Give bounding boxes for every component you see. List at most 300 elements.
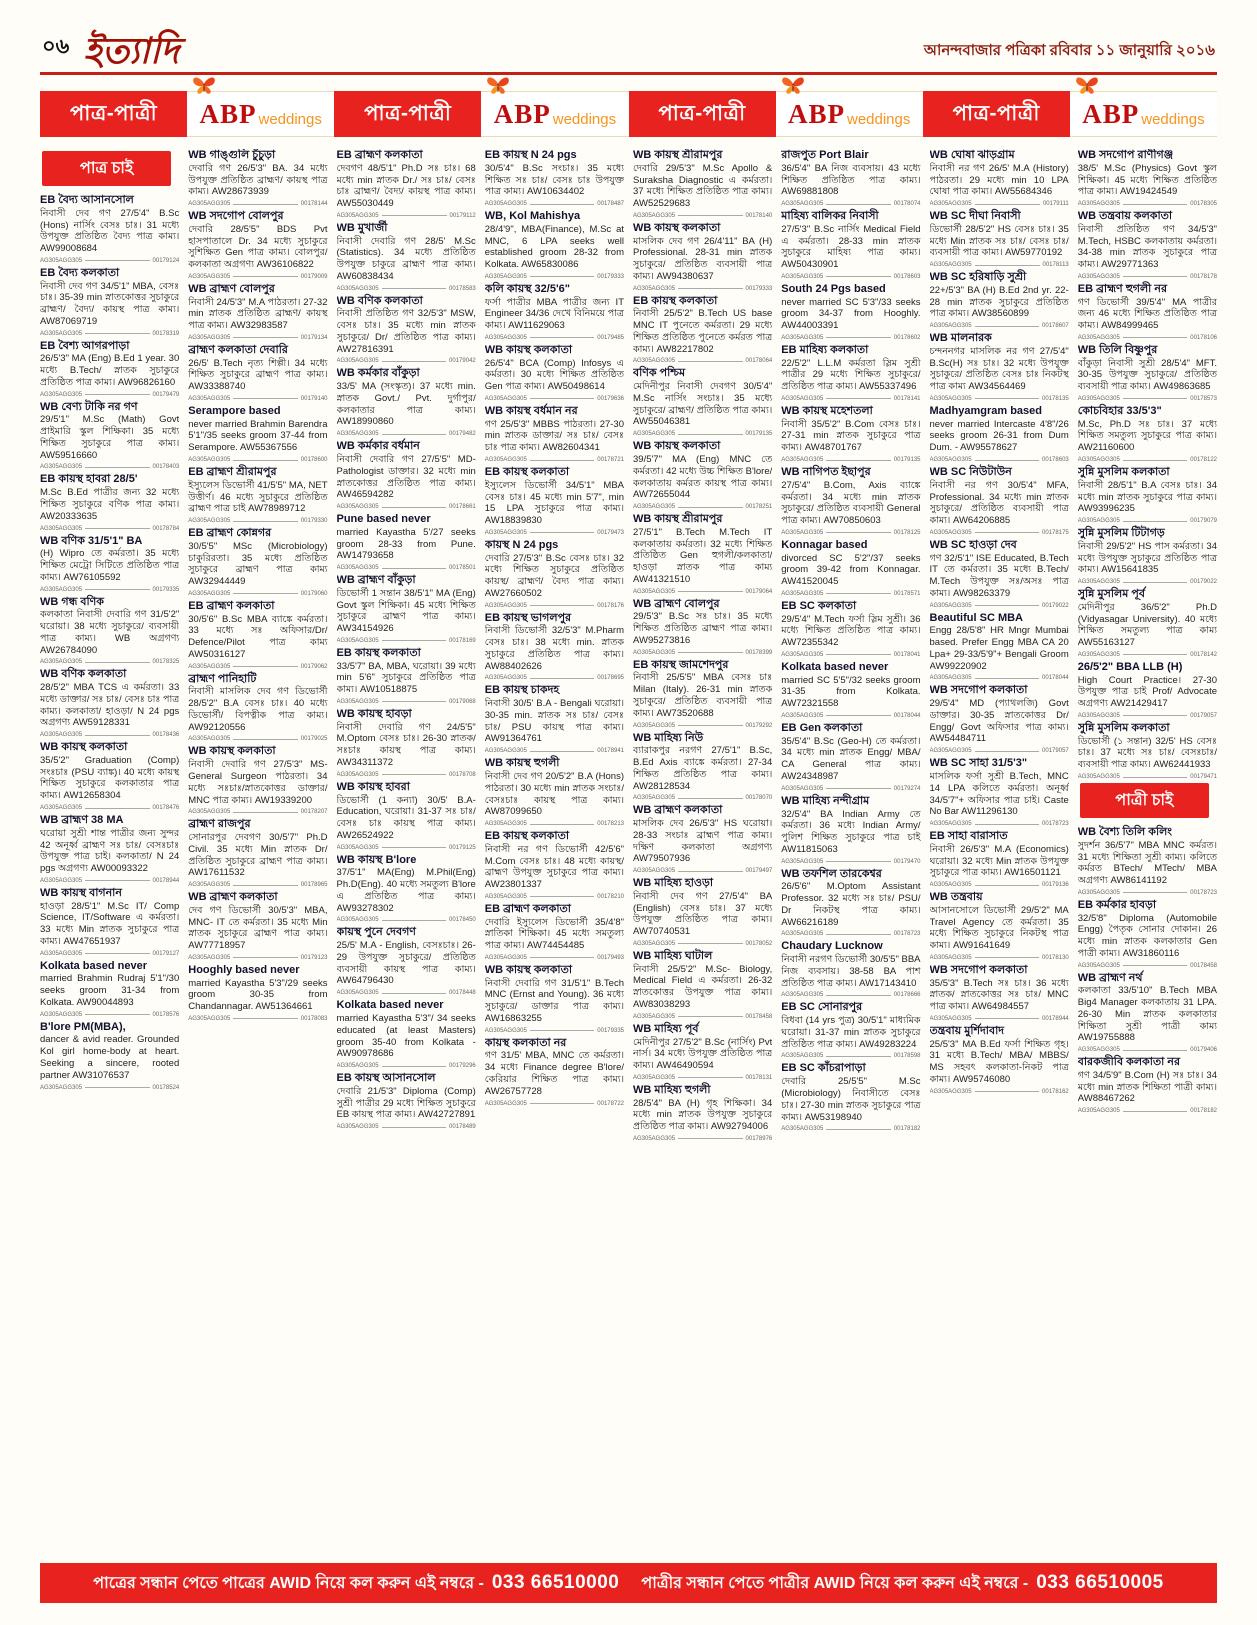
ad-body: 35/5'3" B.Tech সঃ চাঃ। 36 মধ্যে স্নাতক/ স্নাতকোত্তর সঃ চাঃ/ MNC পাত্র কাম্য। AW64984557 [929,977,1069,1013]
ad-registration-line [485,603,624,609]
ad-registration-line [781,201,920,207]
agency-code: AG305AGG305 [484,457,527,463]
ad-ref-number: 00178458 [745,1013,773,1020]
separator-rule [233,337,298,338]
ad-title: EB SC কাঁচরাপাড়া [781,1062,866,1075]
classified-ad [633,950,772,1020]
ad-registration-line [485,457,624,463]
classified-ad [188,466,327,524]
ad-ref-number: 00178576 [152,1011,180,1018]
brand-abp: ABP [493,98,551,129]
agency-code: AG305AGG305 [336,844,379,851]
ad-ref-number: 00179140 [300,395,328,402]
ad-ref-number: 00178721 [597,457,624,463]
ad-title: WB বণিক 31/5'1" BA [40,534,143,547]
ad-registration-line [485,396,624,402]
agency-code: AG305AGG305 [929,748,972,755]
classified-ad [930,271,1069,329]
separator-rule [678,943,743,944]
ad-ref-number: 00178083 [300,1015,328,1022]
ad-ref-number: 00179125 [449,844,476,851]
ad-registration-line [930,821,1069,827]
ad-ref-number: 00178305 [1190,201,1217,208]
ad-title: Beautiful SC MBA [929,611,1023,624]
separator-rule [85,953,150,954]
ad-body: 26/5'3" MA (Eng) B.Ed 1 year. 30 মধ্যে B.Tech/ স্নাতক সুচাকুরে প্রতিষ্ঠিত পাত্র কাম্য। AW96826160 [40,353,180,388]
agency-code: AG305AGG305 [1077,579,1120,586]
classified-ad [930,964,1069,1022]
separator-rule [975,532,1040,533]
separator-rule [530,896,595,897]
ad-title: WB তফশিল তারকেশ্বর [781,867,882,880]
page-header-left [42,30,180,72]
classified-ad [188,891,327,961]
ad-body: নিবাসী 24/5'3" M.A পাঠরতা। 27-32 min স্নাতক প্রতিষ্ঠিত ব্রাহ্মণ/ কায়স্থ পাত্র কাম্য। AW32983587 [188,296,328,332]
ad-ref-number: 00179060 [300,590,328,597]
ad-registration-line [485,274,624,280]
ad-registration-line [337,431,476,437]
agency-code: AG305AGG305 [188,882,231,889]
ad-registration-line [337,358,476,364]
classified-ad [485,210,624,280]
agency-code: AG305AGG305 [484,334,527,341]
ad-ref-number: 00178044 [893,712,921,719]
classified-ad [1078,661,1217,719]
agency-code: AG305AGG305 [929,529,972,536]
separator-rule [233,593,298,594]
ad-body: মাসলিক ফর্সা সুশ্রী B.Tech, MNC 14 LPA কলিতে কর্মরতা। অনূর্ধ্ব 34/5'7"+ অফিসার পাত্র চাই। Caste No Bar AW11296130 [929,771,1069,818]
footer-bride-text: পাত্রীর সন্ধান পেতে পাত্রীর AWID নিয়ে কল করুন এই নম্বরে - [641,1574,1029,1592]
classified-ad [485,830,624,900]
ad-body: ইস্যুলেস ডিভোর্সী 41/5'5" MA, NET উত্তীর্ণ। 46 মধ্যে সুচাকুরে প্রতিষ্ঠিত ব্রাহ্মণ পাত্র চাই AW78989712 [188,479,328,515]
ad-registration-line [930,882,1069,888]
agency-code: AG305AGG305 [40,659,83,666]
ad-title: Kolkata based never [781,660,889,673]
ad-registration-line [485,335,624,341]
separator-rule [975,204,1040,205]
ad-registration-line [1078,335,1217,341]
agency-code: AG305AGG305 [929,395,972,402]
agency-code: AG305AGG305 [188,590,231,597]
ad-ref-number: 00179064 [745,588,773,595]
ad-body: নিবাসী নর গণ ডিভোর্সী 42/5'6" M.Com বেসঃ চাঃ। 48 মধ্যে কায়স্থ/ ব্রাহ্মণ উপযুক্ত সুচাকুরে পাত্র কাম্য। AW23801337 [484,843,624,891]
agency-code: AG305AGG305 [484,602,527,609]
bride-wanted-badge: পাত্রী চাই [1080,783,1209,818]
classified-ad [188,210,327,280]
ad-body: High Court Practice। 27-30 উপযুক্ত পাত্র চাই Prof/ Advocate অগ্রগণ্য AW21429417 [1077,674,1217,710]
separator-rule [233,739,298,740]
ad-body: 35/5'2" Graduation (Comp) সংঃচাঃ (PSU ব্যাঙ্ক)। 40 মধ্যে কায়স্থ শিক্ষিত সুচাকুরে কলকাতার পাত্র কাম্য। AW12658304 [40,754,180,802]
ad-title: EB কায়স্থ জামশেদপুর [633,658,729,671]
ad-title: EB ব্রাহ্মণ কলকাতা [484,902,571,915]
separator-rule [826,654,891,655]
ad-registration-line [781,530,920,536]
ad-body: 27/5'1" B.Tech M.Tech IT কলকাতায় কর্মরতা। 32 মধ্যে শিক্ষিত প্রতিষ্ঠিত Gen হুগলী/কলকাতা/হাওড়া স্নাতক পাত্র কাম্য AW41321510 [633,526,773,585]
classified-ad [485,283,624,341]
ad-body: 29/5'4" MD (প্যাথলজি) Govt ডাক্তার। 30-35 স্নাতকোত্তর Dr/ Engg/ Govt অফিসার পাত্র কাম্য। AW54484711 [929,698,1069,745]
classified-ad [337,222,476,292]
classified-ad [633,513,772,595]
agency-code: AG305AGG305 [633,1013,676,1020]
ad-registration-line [633,213,772,219]
ad-body: নিবাসী 35/5'2" B.Com বেসঃ চাঃ। 27-31 min স্নাতক সুচাকুরে পাত্র কাম্য। AW48701767 [781,418,921,454]
classified-ad [485,405,624,463]
ad-ref-number: 00178130 [1042,954,1069,961]
ad-title: EB SC কলকাতা [781,599,857,612]
ad-ref-number: 00178125 [893,529,921,536]
ad-ref-number: 00178723 [893,931,921,938]
ad-body: 36/5'4" BA নিজ ব্যবসায়। 43 মধ্যে শিক্ষিত প্রতিষ্ঠিত পাত্র কাম্য। AW69881808 [781,162,921,198]
patra-patri-banner: পাত্র-পাত্রী [334,91,481,137]
ad-ref-number: 00179296 [449,1063,476,1070]
agency-code: AG305AGG305 [633,649,676,656]
classified-ad [1078,899,1217,969]
ad-title: WB সদগোপ কলকাতা [929,684,1028,697]
separator-rule [85,528,150,529]
ad-body: Engg 28/5'8" HR Mngr Mumbai based. Prefer Engg MBA CA 20 Lpa+ 29-33/5'9"+ Bengali Groom AW99220902 [929,625,1069,672]
classified-ad [781,722,920,792]
ad-ref-number: 00178598 [893,1053,921,1060]
ad-title: EB কায়স্থ কলকাতা [484,466,570,478]
ad-ref-number: 00178044 [1042,675,1069,682]
separator-rule [1123,965,1188,966]
ad-registration-line [1078,518,1217,524]
ad-title: ব্রাহ্মণ রাজপুর [188,818,251,831]
ad-body: divorced SC 5'2"/37 seeks groom 39-42 from Konnagar. AW41520045 [781,552,921,588]
separator-rule [678,591,743,592]
ad-body: গণ 34/5'9" B.Com (H) সঃ চাঃ। 34 মধ্যে min স্নাতক শিক্ষিতা পাত্রী কাম্য। AW88467262 [1077,1069,1217,1105]
ad-ref-number: 00178175 [1042,529,1069,536]
separator-rule [382,701,447,702]
ad-body: 28/5'2" MBA TCS এ কর্মরতা। 33 মধ্যে ডাক্তার/ সঃ চাঃ/ বেসঃ চাঃ পাত্র কাম্য। কলকাতা/ হাওড়া/ N 24 pgs অগ্রগণ্য AW59128331 [40,682,180,729]
ad-body: নিবাসী দেবারি গণ 31/5'1" B.Tech MNC (Ernst and Young). 36 মধ্যে সুচাকুরে/ ডাক্তার পাত্র কাম্য। AW16863255 [484,977,624,1024]
ad-title: WB মাহিষ্য পূর্ব [633,1022,699,1035]
ad-body: নিবাসী নর গণ 26/5' M.A (History) পাঠরতা। 29 মধ্যে min 10 LPA ঘোষা পাত্র কাম্য। AW55684346 [929,162,1069,198]
separator-rule [85,735,150,736]
ad-body: নিবাসী 30/5' B.A - Bengali ঘরোয়া। 30-35 min. স্নাতক সঃ চাঃ/ বেসঃ চাঃ/ PSU কায়স্থ পাত্র কাম্য। AW91364761 [484,698,624,745]
classified-ad [188,673,327,743]
ad-ref-number: 00179406 [1190,1047,1217,1054]
separator-rule [530,532,595,533]
ad-body: নিবাসী ডিভোর্সী 32/5'3" M.Pharm বেসঃ চাঃ। 38 মধ্যে min. স্নাতক সুচাকুরে প্রতিষ্ঠিত পাত্র কাম্য। AW88402626 [484,625,624,672]
separator-rule [826,861,891,862]
separator-rule [975,957,1040,958]
ad-registration-line [188,664,327,670]
agency-code: AG305AGG305 [188,518,231,525]
agency-code: AG305AGG305 [633,1135,676,1142]
ad-registration-line [40,878,179,884]
column-2 [188,149,327,1517]
ad-title: WB কায়স্থ হাবরা [336,780,410,793]
ad-title: EB সাহা বারাসাত [929,830,1008,843]
separator-rule [233,1018,298,1019]
ad-registration-line [485,1101,624,1107]
classified-ad [930,210,1069,268]
separator-rule [1123,337,1188,338]
ad-title: Kolkata based never [40,959,147,972]
classified-ad [337,367,476,437]
separator-rule [382,774,447,775]
agency-code: AG305AGG305 [484,395,527,402]
ad-ref-number: 00179111 [1042,201,1069,208]
classified-ad [40,1021,179,1091]
ad-title: Kolkata based never [336,999,444,1012]
separator-rule [678,871,743,872]
separator-rule [826,398,891,399]
classified-ad [337,854,476,924]
ad-registration-line [1078,1047,1217,1053]
ad-registration-line [40,526,179,532]
ad-body: dancer & avid reader. Grounded Kol girl home-body at heart. Seeking a sincere, rooted partner AW31076537 [40,1034,180,1081]
ad-title: EB বৈশ্য আগরপাড়া [40,339,130,352]
classified-ad [337,999,476,1069]
ad-registration-line [188,955,327,961]
classified-ad [781,405,920,463]
agency-code: AG305AGG305 [188,663,231,670]
ad-ref-number: 00178489 [449,1124,476,1131]
separator-rule [530,398,595,399]
ad-ref-number: 00178144 [300,201,328,208]
ad-registration-line [337,504,476,510]
separator-rule [678,1016,743,1017]
agency-code: AG305AGG305 [40,464,83,471]
agency-code: AG305AGG305 [336,285,379,292]
agency-code: AG305AGG305 [929,675,972,682]
classified-ad [633,222,772,292]
ad-ref-number: 00178399 [745,649,773,656]
ad-body: কলকাতা 33/5'10" B.Tech MBA Big4 Manager কলকাতায় 31 LPA. 26-30 Min স্নাতক কলকাতার শিক্ষিতা সুশ্রী পাত্রী কাম্য AW19755888 [1077,985,1217,1044]
ad-title: WB মাহিষ্য নন্দীগ্রাম [781,794,870,807]
ad-body: ডিভোর্সী (১ সন্তান) 32/5' HS বেসঃ চাঃ। 37 মধ্যে সঃ চাঃ/ বেসঃচাঃ/ ব্যবসায়ী পাত্র কাম্য। AW62441933 [1077,735,1217,771]
ad-ref-number: 00178450 [449,917,476,924]
separator-rule [1123,777,1188,778]
classified-ad [485,903,624,961]
agency-code: AG305AGG305 [484,1100,527,1107]
ad-ref-number: 00178325 [152,659,180,666]
ad-title: WB SC দীঘা নিবাসী [929,210,1021,223]
separator-rule [1123,582,1188,583]
ad-registration-line [485,821,624,827]
ad-title: WB কর্মকার বর্ধমান [336,440,420,453]
ad-title: WB বৈশ্য তিলি কলিং [1077,826,1173,838]
ad-ref-number: 00178142 [1190,651,1217,658]
ad-title: EB কায়স্থ কলকাতা [336,646,421,659]
classified-ad [40,668,179,738]
classified-ad [633,732,772,802]
ad-ref-number: 00178113 [1042,262,1069,269]
agency-code: AG305AGG305 [929,323,972,330]
separator-rule [975,1091,1040,1092]
ad-ref-number: 00179042 [449,358,476,365]
ad-title: WB SC নিউটাউন [929,466,1012,478]
ad-registration-line [485,530,624,536]
separator-rule [233,957,298,958]
ad-title: WB সদগোপ বোলপুর [188,210,284,223]
ad-registration-line [633,504,772,510]
footer-bride-segment [641,1570,1163,1597]
ad-title: EB কায়স্থ কলকাতা [633,294,718,307]
column-8 [1078,149,1217,1517]
ad-ref-number: 00178131 [745,1074,773,1081]
ad-title: WB কায়স্থ হুগলী [484,757,560,770]
ad-registration-line [633,723,772,729]
ad-body: married Kayastha 5'3"/ 34 seeks educated (at least Masters) groom 35-40 from Kolkata - AW90978686 [336,1012,476,1060]
ad-title: WB গাঙ্গুলি চুঁচুড়া [188,149,276,161]
ad-title: মাহিষ্য বালিকর নিবাসী [781,210,879,223]
agency-code: AG305AGG305 [633,212,676,219]
separator-rule [1123,398,1188,399]
agency-code: AG305AGG305 [781,651,824,658]
ad-body: নিবাসী 25/5'5" MBA বেসঃ চাঃ Milan (Italy). 26-31 min স্নাতক সুচাকুরে/ প্রতিষ্ঠিত ব্যবসায়ী পাত্র কাম্য। AW73520688 [633,672,773,719]
ad-ref-number: 00178583 [449,285,476,292]
classified-ad [1078,527,1217,585]
ad-title: WB কায়স্থ বর্ধমান নর [484,404,578,417]
ad-title: WB কায়স্থ কলকাতা [188,745,276,758]
separator-rule [826,1129,891,1130]
ad-title: WB SC হরিষাড়ি সুশ্রী [929,271,1027,284]
separator-rule [826,532,891,533]
agency-code: AG305AGG305 [1077,712,1120,719]
separator-rule [530,751,595,752]
ad-title: WB তন্ত্রবায় কলকাতা [1077,210,1173,223]
separator-rule [233,666,298,667]
ad-title: WB তন্ত্রবায় [929,891,983,904]
ad-registration-line [188,518,327,524]
ad-title: WB কর্মকার বাঁকুড়া [336,367,420,380]
separator-rule [85,662,150,663]
separator-rule [826,1056,891,1057]
footer-bride-phone: 033 66510005 [1036,1572,1164,1593]
ad-body: M.Sc B.Ed পাত্রীর জন্য 32 মধ্যে শিক্ষিত সুচাকুরে বণিক পাত্র কাম্য। AW20333635 [40,487,180,522]
separator-rule [1123,204,1188,205]
patra-patri-banner: পাত্র-পাত্রী [629,91,776,137]
ad-body: মেদিনীপুর নিবাসী দেবগণ 30/5'4" M.Sc নার্সিং সংচাঃ। 35 মধ্যে সুচাকুরে/ ব্রাহ্মণ/ প্রতিষ্ঠিত পাত্র কাম্য। AW55046381 [633,381,773,428]
agency-code: AG305AGG305 [188,334,231,341]
separator-rule [1123,715,1188,716]
ad-body: মেদিনীপুর 27/5'2" B.Sc (নার্সিং) Pvt নার্স। 34 মধ্যে উপযুক্ত প্রতিষ্ঠিত পাত্র কাম্য। AW46490594 [633,1036,773,1072]
ad-title: EB ব্রাহ্মণ হুগলী নর [1077,282,1167,295]
agency-code: AG305AGG305 [633,1074,676,1081]
agency-code: AG305AGG305 [633,795,676,802]
ad-registration-line [485,1028,624,1034]
ad-ref-number: 00179470 [893,858,921,865]
ad-registration-line [781,786,920,792]
ad-title: EB কায়স্থ কলকাতা [484,830,570,843]
classified-ad [40,887,179,957]
agency-code: AG305AGG305 [40,1084,83,1091]
separator-rule [382,920,447,921]
ad-title: রাজপুত Port Blair [781,149,869,161]
ad-body: 32/5'4" BA Indian Army তে কর্মরতা। 36 মধ্যে Indian Army/ পুলিশ শিক্ষিত সুচাকুরে পাত্র চাই AW11815063 [781,808,921,855]
separator-rule [85,394,150,395]
agency-code: AG305AGG305 [484,201,527,208]
classified-ad [188,527,327,597]
ad-registration-line [188,882,327,888]
ad-body: নিবাসী প্রতিষ্ঠিত গণ 34/5'3" M.Tech, HSBC কলকাতায় কর্মরতা। 34-38 min স্নাতক সুচাকুরে পাত্র কাম্য। AW29771363 [1077,223,1217,271]
classified-ad [781,1062,920,1132]
separator-rule [382,1066,447,1067]
ad-ref-number: 00178052 [745,940,773,947]
agency-code: AG305AGG305 [40,391,83,398]
ad-ref-number: 00178210 [597,893,624,900]
agency-code: AG305AGG305 [633,358,676,365]
agency-code: AG305AGG305 [781,334,824,341]
ad-body: (H) Wipro তে কর্মরতা। 35 মধ্যে শিক্ষিত মেট্রো সিটিতে প্রতিষ্ঠিত পাত্র কাম্য। AW76105592 [40,548,180,583]
classified-ad [337,295,476,365]
separator-rule [382,568,447,569]
ad-registration-line [781,859,920,865]
ad-registration-line [781,457,920,463]
separator-rule [1123,521,1188,522]
separator-rule [382,288,447,289]
ad-ref-number: 00178965 [300,882,328,889]
ad-registration-line [1078,774,1217,780]
ad-body: গণ ডিভোর্সী 39/5'4" MA পাত্রীর জন্য 46 মধ্যে শিক্ষিত প্রতিষ্ঠিত পাত্র কাম্য। AW84999465 [1077,296,1217,332]
classified-ad [40,741,179,811]
ad-ref-number: 00179471 [1190,774,1217,780]
ad-title: WB ব্রাহ্মণ কলকাতা [633,804,723,817]
ad-body: 25/5' M.A - English, বেসঃচাঃ। 26-29 উপযুক্ত সুচাকুরে/ প্রতিষ্ঠিত ব্যবসায়ী কায়স্থ পাত্র কাম্য। AW64796430 [336,940,476,987]
ad-body: দেব গণ ডিভোর্সী 30/5'3" MBA, MNC- IT তে কর্মরতা। 35 মধ্যে Min স্নাতক সুচাকুরে ব্রাহ্মণ পাত্র কাম্য। AW77718957 [188,904,328,952]
ad-ref-number: 00178695 [597,675,624,682]
classified-ad [337,440,476,510]
ad-ref-number: 00178708 [449,771,476,778]
classified-ad [1078,1056,1217,1114]
ad-registration-line [1078,457,1217,463]
ad-title: EB কায়স্থ ভাগলপুর [484,611,572,624]
ad-body: ফর্সা পাত্রীর MBA পাত্রীর জন্য IT Engineer 34/36 দেখে বিনিময়ে পাত্র কাম্য। AW11629063 [484,296,624,332]
ad-body: 30/5'4" B.Sc সংচাঃ। 35 মধ্যে শিক্ষিত সঃ চাঃ/ বেসঃ চাঃ উপযুক্ত পাত্র কাম্য। AW10634402 [484,162,624,198]
classified-ad [40,960,179,1018]
classified-ad [781,210,920,280]
agency-code: AG305AGG305 [929,882,972,889]
ad-title: Pune based never [336,513,431,526]
ad-body: ডিভোর্সী (1 কন্যা) 30/5' B.A- Education, ঘরোয়া। 31-37 সঃ চাঃ/ বেসঃ চাঃ কায়স্থ পাত্র কাম্য। AW26524922 [336,794,476,841]
agency-code: AG305AGG305 [781,712,824,719]
separator-rule [975,265,1040,266]
separator-rule [826,337,891,338]
agency-code: AG305AGG305 [188,809,231,816]
ad-body: ইস্যুলেস ডিভোর্সী 34/5'1" MBA বেসঃ চাঃ। 45 মধ্যে min 5'7", min 15 LPA সুচাকুরে পাত্র কাম্য। AW18839830 [484,479,624,527]
classifieds-grid [40,149,1217,1517]
ad-title: WB মাহিষ্য ঘাটাল [633,949,713,962]
ad-title: Hooghly based never [188,963,300,976]
classified-ad [633,1023,772,1081]
separator-rule [678,434,743,435]
agency-code: AG305AGG305 [929,602,972,609]
ad-registration-line [930,323,1069,329]
ad-ref-number: 00178722 [597,1100,624,1107]
ad-title: EB কায়স্থ N 24 pgs [484,149,577,161]
separator-rule [530,824,595,825]
ad-title: WB কায়স্থ কলকাতা [40,741,128,754]
ad-title: EB ব্রাহ্মণ শ্রীরামপুর [188,466,277,478]
separator-rule [678,215,743,216]
agency-code: AG305AGG305 [929,457,972,463]
ad-title: কায়স্থ পুনে দেবগণ [336,926,416,939]
separator-rule [678,798,743,799]
ad-ref-number: 00178941 [597,748,624,755]
ad-registration-line [485,955,624,961]
ad-registration-line [781,652,920,658]
ad-body: 26/5'4" BCA (Comp) Infosys এ কর্মরতা। 30 মধ্যে শিক্ষিত প্রতিষ্ঠিত Gen পাত্র কাম্য। AW50498614 [484,357,624,393]
ad-ref-number: 00179057 [1190,712,1217,719]
ad-registration-line [40,951,179,957]
ad-registration-line [337,1063,476,1069]
ad-body: চন্দননগর মাসলিক নর গণ 27/5'4" B.Sc(H) সঃ চাঃ। 32 মধ্যে উপযুক্ত সুচাকুরে/ প্রতিষ্ঠিত বেসঃ চাঃ নিকটস্থ পাত্র কাম্য AW34564469 [929,345,1069,393]
column-7 [930,149,1069,1517]
brand-weddings: weddings [552,110,617,128]
